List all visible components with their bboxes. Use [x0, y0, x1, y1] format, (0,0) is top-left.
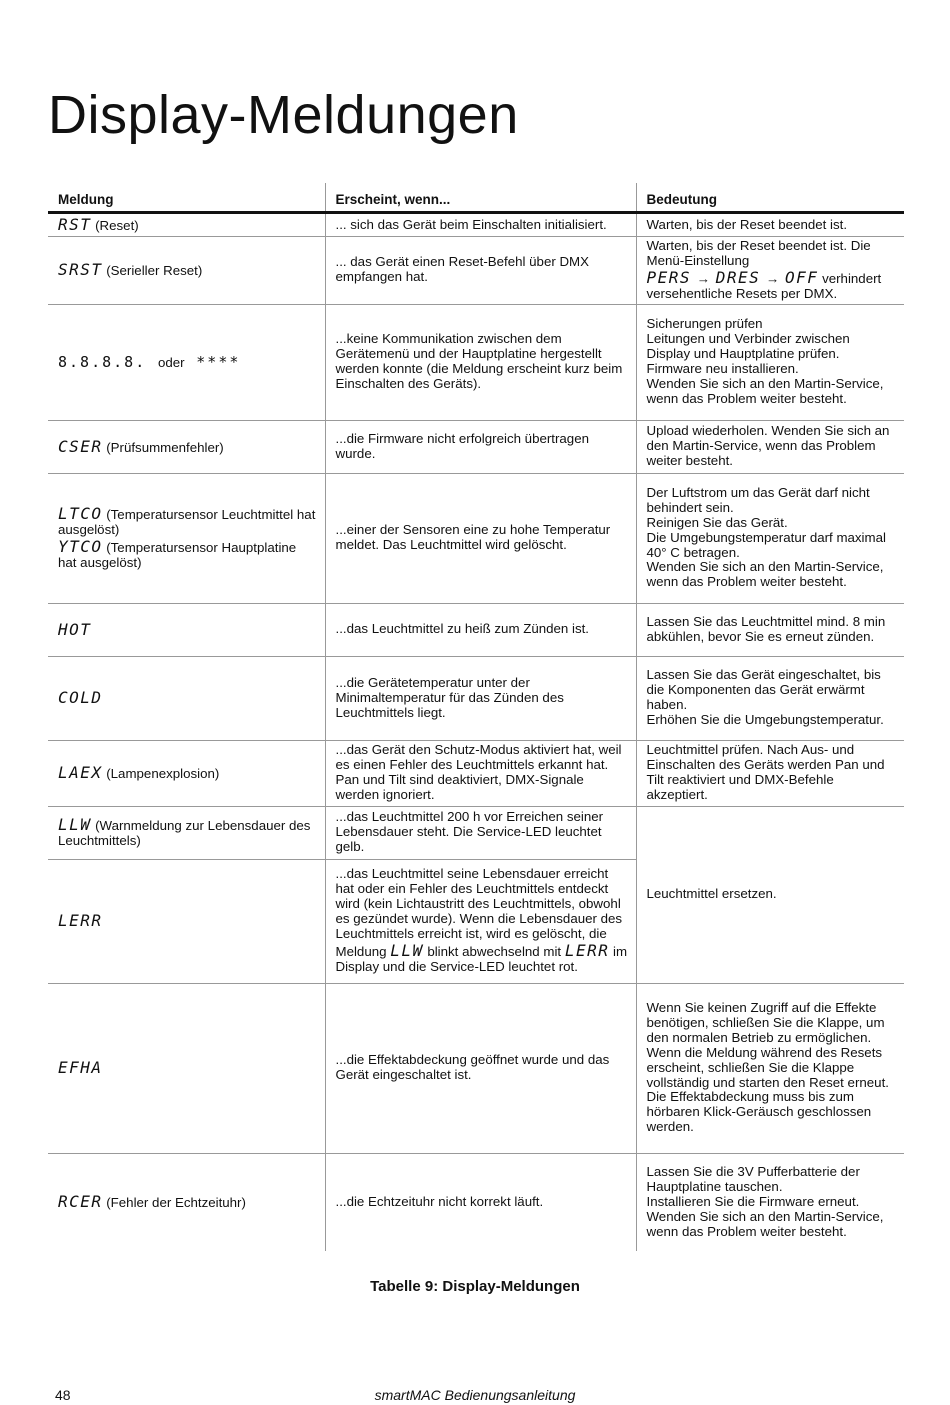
header-bedeutung: Bedeutung [636, 183, 904, 213]
display-code: HOT [58, 619, 92, 639]
meaning-line: Lassen Sie das Gerät eingeschaltet, bis die Komponenten das Gerät erwärmt haben. [646, 667, 881, 713]
or-label: oder [157, 354, 185, 370]
header-meldung: Meldung [48, 183, 325, 213]
table-row [48, 656, 904, 740]
meaning-line: Der Luftstrom um das Gerät darf nicht behindert sein. [646, 484, 870, 515]
condition-cell: ... sich das Gerät beim Einschalten initialisiert. [325, 213, 636, 237]
table-caption: Tabelle 9: Display-Meldungen [370, 1278, 580, 1295]
table-row [48, 1153, 904, 1251]
table-row [48, 603, 904, 656]
message-cell [48, 740, 325, 806]
meaning-cell [636, 983, 904, 1153]
meaning-line: Erhöhen Sie die Umgebungstemperatur. [646, 711, 884, 727]
meaning-line: Leitungen und Verbinder zwischen Display und Hauptplatine prüfen. [646, 331, 850, 362]
display-code: LLW [58, 815, 92, 835]
condition-text: blinkt abwechselnd mit [427, 943, 562, 959]
meaning-line: Wenden Sie sich an den Martin-Service, wenn das Problem weiter besteht. [646, 1208, 884, 1239]
table-row [48, 304, 904, 420]
meaning-line: Lassen Sie die 3V Pufferbatterie der Hauptplatine tauschen. [646, 1164, 860, 1194]
condition-cell: ...die Firmware nicht erfolgreich übertragen wurde. [325, 420, 636, 473]
message-cell [48, 213, 325, 237]
table-row [48, 806, 904, 859]
condition-cell: ... das Gerät einen Reset-Befehl über DMX empfangen hat. [325, 237, 636, 305]
message-cell [48, 1153, 325, 1251]
meaning-line: Wenn Sie keinen Zugriff auf die Effekte benötigen, schließen Sie die Klappe, um den normalen Betrieb zu ermöglichen. [646, 1000, 885, 1045]
meaning-cell: Leuchtmittel ersetzen. [636, 806, 904, 983]
meaning-line: Installieren Sie die Firmware erneut. [646, 1193, 860, 1209]
meaning-line: Wenden Sie sich an den Martin-Service, wenn das Problem weiter besteht. [646, 559, 884, 590]
message-cell [48, 304, 325, 420]
message-cell [48, 603, 325, 656]
arrow-icon: → [696, 270, 711, 286]
display-code: RST [58, 215, 92, 235]
display-code: OFF [784, 267, 819, 287]
display-code: COLD [58, 688, 103, 708]
page-title: Display-Meldungen [48, 85, 519, 145]
condition-cell: ...das Leuchtmittel zu heiß zum Zünden ist. [325, 603, 636, 656]
meaning-line: Wenn die Meldung während des Resets erscheint, schließen Sie die Klappe vollständig und starten den Reset erneut. [646, 1044, 889, 1090]
page-number: 48 [55, 1387, 71, 1403]
message-cell [48, 237, 325, 305]
display-code: SRST [58, 260, 103, 280]
meaning-cell [636, 473, 904, 603]
table-row [48, 420, 904, 473]
display-code: DRES [715, 267, 761, 287]
condition-text: ...das Leuchtmittel seine Lebensdauer erreicht hat oder ein Fehler des Leuchtmittels entdeckt wird (kein Lichtaustritt des Leuchtmittels, obwohl es gezündet wurde). Wenn die Lebensdauer des Leuchtmittels erreicht ist, wird es gelöscht, die Meldung [335, 866, 623, 959]
table-row [48, 213, 904, 237]
condition-cell: ...die Echtzeituhr nicht korrekt läuft. [325, 1153, 636, 1251]
table-row [48, 983, 904, 1153]
condition-cell: ...keine Kommunikation zwischen dem Gerätemenü und der Hauptplatine hergestellt werden konnte (die Meldung erscheint kurz beim Einschalten des Geräts). [325, 304, 636, 420]
message-label: (Lampenexplosion) [106, 766, 220, 782]
display-stars: **** [196, 352, 241, 371]
meaning-line: Sicherungen prüfen [646, 316, 763, 332]
display-code: LAEX [58, 763, 103, 783]
message-label: (Serieller Reset) [106, 263, 203, 279]
meaning-cell: Leuchtmittel prüfen. Nach Aus- und Einschalten des Geräts werden Pan und Tilt reaktiviert und DMX-Befehle akzeptiert. [636, 740, 904, 806]
meaning-cell [636, 1153, 904, 1251]
message-label: (Reset) [95, 218, 139, 234]
table-row [48, 740, 904, 806]
meaning-cell [636, 656, 904, 740]
message-label: (Temperatursensor Hauptplatine hat ausgelöst) [58, 540, 297, 570]
message-cell [48, 806, 325, 859]
table-header-row [48, 183, 904, 213]
display-code: PERS [646, 267, 692, 287]
meaning-cell: Warten, bis der Reset beendet ist. [636, 213, 904, 237]
message-cell [48, 656, 325, 740]
message-label: (Prüfsummenfehler) [106, 439, 224, 455]
message-cell [48, 420, 325, 473]
condition-cell: ...die Gerätetemperatur unter der Minimaltemperatur für das Zünden des Leuchtmittels liegt. [325, 656, 636, 740]
condition-cell: ...das Leuchtmittel 200 h vor Erreichen seiner Lebensdauer steht. Die Service-LED leuchtet gelb. [325, 806, 636, 859]
display-code: RCER [58, 1192, 103, 1212]
meaning-line: Die Effektabdeckung muss bis zum hörbaren Klick-Geräusch geschlossen werden. [646, 1089, 872, 1135]
meaning-cell: Upload wiederholen. Wenden Sie sich an den Martin-Service, wenn das Problem weiter besteht. [636, 420, 904, 473]
display-messages-table [48, 183, 904, 1251]
display-code: EFHA [58, 1058, 103, 1078]
condition-cell: ...die Effektabdeckung geöffnet wurde und das Gerät eingeschaltet ist. [325, 983, 636, 1153]
meaning-text: Warten, bis der Reset beendet ist. Die Menü-Einstellung [646, 238, 871, 268]
condition-text: im Display und die Service-LED leuchtet rot. [335, 943, 628, 974]
display-code: LERR [564, 940, 610, 960]
message-label: (Fehler der Echtzeituhr) [106, 1195, 246, 1211]
display-segments: 8.8.8.8. [58, 352, 147, 371]
meaning-cell: Lassen Sie das Leuchtmittel mind. 8 min abkühlen, bevor Sie es erneut zünden. [636, 603, 904, 656]
condition-cell: ...einer der Sensoren eine zu hohe Temperatur meldet. Das Leuchtmittel wird gelöscht. [325, 473, 636, 603]
display-code: YTCO [58, 537, 103, 557]
table-row [48, 473, 904, 603]
meaning-line: Reinigen Sie das Gerät. [646, 514, 788, 530]
message-label: (Warnmeldung zur Lebensdauer des Leuchtmittels) [58, 818, 311, 849]
meaning-cell [636, 237, 904, 305]
message-cell [48, 473, 325, 603]
display-code: LLW [390, 940, 424, 960]
display-code: LERR [58, 911, 103, 931]
message-cell [48, 859, 325, 983]
condition-cell: ...das Gerät den Schutz-Modus aktiviert hat, weil es einen Fehler des Leuchtmittels erkannt hat. Pan und Tilt sind deaktiviert, DMX-Signale werden ignoriert. [325, 740, 636, 806]
meaning-line: Die Umgebungstemperatur darf maximal 40° C betragen. [646, 529, 886, 560]
meaning-line: Firmware neu installieren. [646, 361, 799, 377]
display-code: CSER [58, 436, 103, 456]
message-cell [48, 983, 325, 1153]
message-label: (Temperatursensor Leuchtmittel hat ausgelöst) [58, 507, 316, 538]
arrow-icon: → [765, 270, 780, 286]
display-code: LTCO [58, 504, 103, 524]
table-row [48, 237, 904, 305]
meaning-cell [636, 304, 904, 420]
header-erscheint: Erscheint, wenn... [325, 183, 636, 213]
meaning-line: Wenden Sie sich an den Martin-Service, wenn das Problem weiter besteht. [646, 375, 884, 406]
condition-cell [325, 859, 636, 983]
meaning-text: verhindert versehentliche Resets per DMX. [646, 270, 882, 301]
footer-manual-title: smartMAC Bedienungsanleitung [374, 1387, 576, 1403]
